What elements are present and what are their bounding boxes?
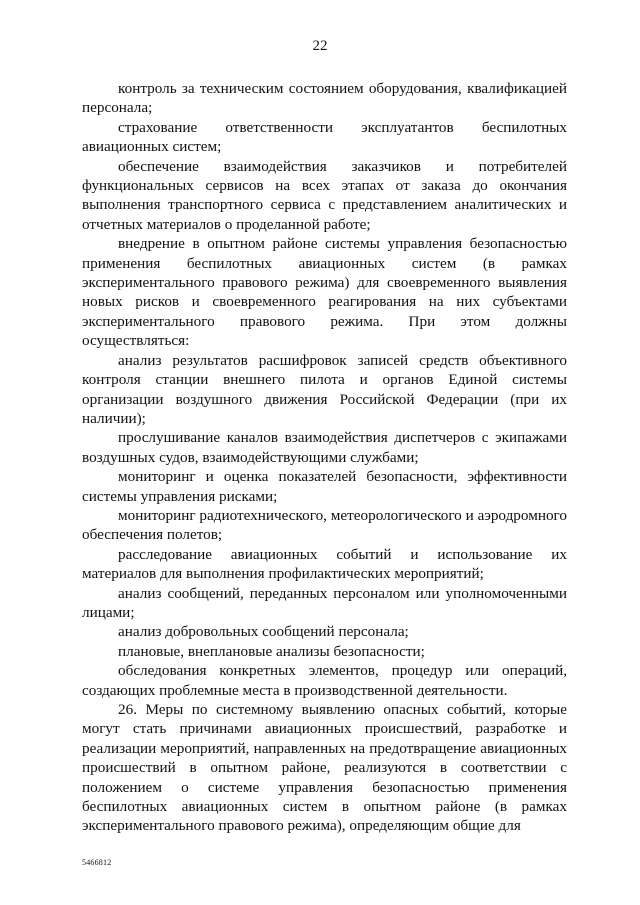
paragraph-element-inspections: обследования конкретных элементов, процедур или операций, создающих проблемные места в производственной деятельности. [82,662,567,699]
paragraph-records-analysis: анализ результатов расшифровок записей средств объективного контроля станции внешнего пилота и органов Единой системы организации воздушного движения Российской Федерации (при их наличии); [82,351,567,427]
paragraph-voluntary-reports: анализ добровольных сообщений персонала; [118,623,409,641]
paragraph-safety-system: внедрение в опытном районе системы управления безопасностью применения беспилотных авиационных систем (в рамках экспериментального правового режима) для своевременного выявления новых рисков и своевременного реагирования на них субъектами экспериментального правового режима. При этом должны осуществляться: [82,235,567,350]
paragraph-interaction: обеспечение взаимодействия заказчиков и потребителей функциональных сервисов на всех этапах от заказа до окончания выполнения транспортного сервиса с представлением аналитических и отчетных материалов о проделанной работе; [82,157,567,233]
paragraph-equipment-control: контроль за техническим состоянием оборудования, квалификацией персонала; [82,80,567,117]
paragraph-section-26: 26. Меры по системному выявлению опасных событий, которые могут стать причинами авиационных происшествий, разработке и реализации мероприятий, направленных на предотвращение авиационных происшествий в опытном районе, реализуются в соответствии с положением о системе управления безопасностью применения беспилотных авиационных систем в опытном районе (в рамках экспериментального правового режима), определяющим общие для [82,701,567,835]
document-code: 5466812 [82,858,112,867]
paragraph-safety-analyses: плановые, внеплановые анализы безопасности; [118,642,425,660]
page-number: 22 [312,38,328,54]
paragraph-safety-monitoring: мониторинг и оценка показателей безопасности, эффективности системы управления рисками; [82,468,567,505]
paragraph-event-investigation: расследование авиационных событий и использование их материалов для выполнения профилактических мероприятий; [82,545,567,583]
paragraph-channel-listening: прослушивание каналов взаимодействия диспетчеров с экипажами воздушных судов, взаимодействующими службами; [82,429,567,466]
document-body [82,79,567,836]
paragraph-insurance: страхование ответственности эксплуатантов беспилотных авиационных систем; [82,118,567,156]
paragraph-flight-support-monitoring: мониторинг радиотехнического, метеорологического и аэродромного обеспечения полетов; [82,506,567,544]
paragraph-report-analysis: анализ сообщений, переданных персоналом или уполномоченными лицами; [82,584,567,621]
